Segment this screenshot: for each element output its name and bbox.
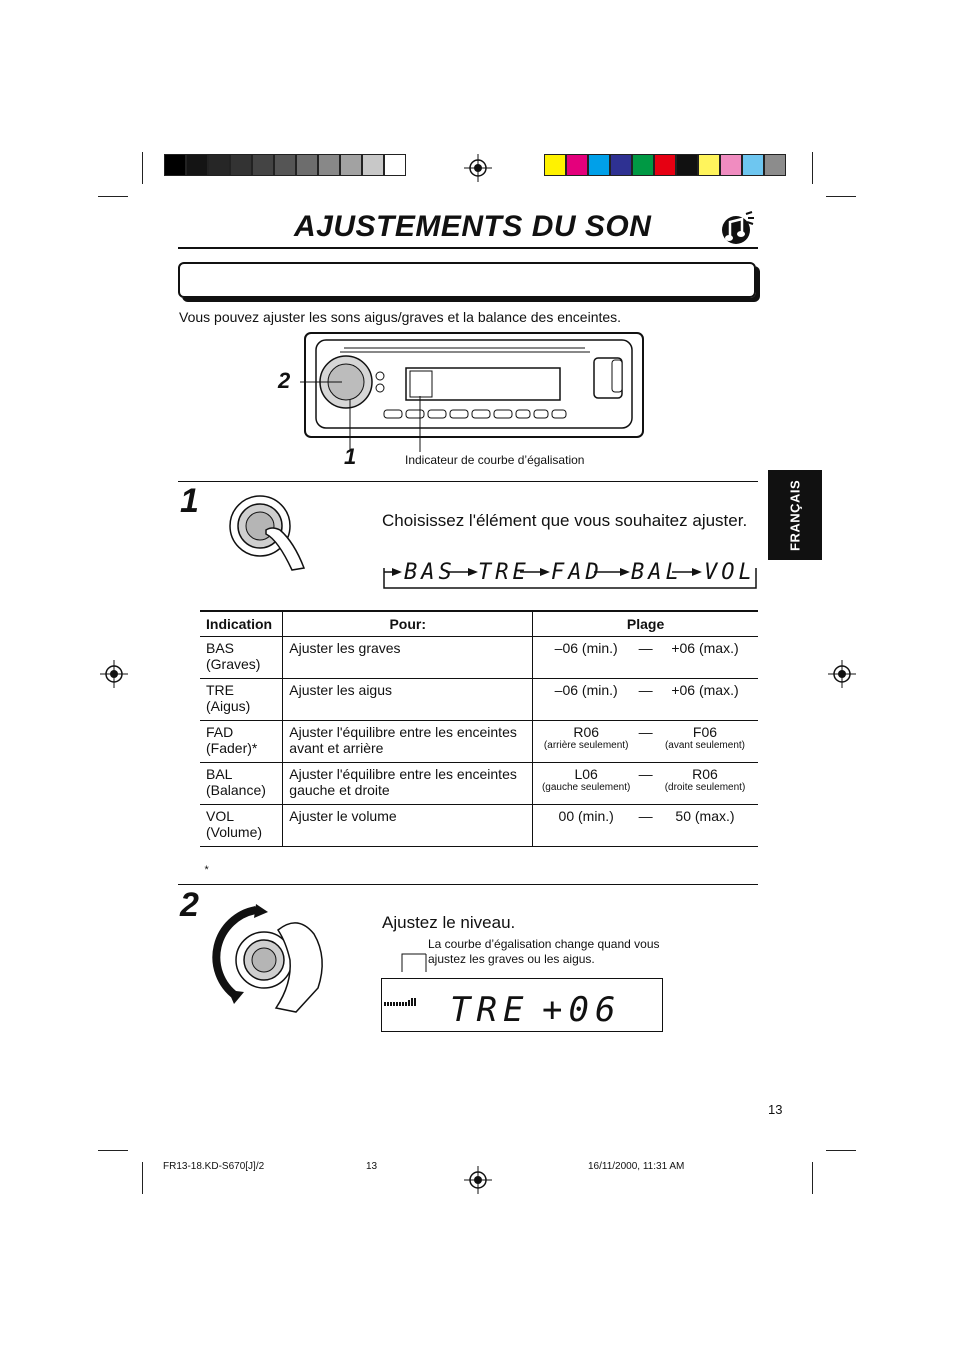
crop-mark xyxy=(98,1150,128,1151)
range-min: –06 (min.) xyxy=(554,682,618,698)
table-row xyxy=(200,679,758,721)
color-swatch xyxy=(566,154,588,176)
cell-pour: Ajuster les aigus xyxy=(283,679,533,721)
indication-code: BAL xyxy=(206,766,233,782)
range-max: R06 (droite seulement) xyxy=(664,766,746,793)
step2-rule xyxy=(178,884,758,885)
settings-table xyxy=(200,612,758,847)
color-swatch xyxy=(318,154,340,176)
cell-pour: Ajuster les graves xyxy=(283,637,533,679)
footer-file: FR13-18.KD-S670[J]/2 xyxy=(163,1161,265,1172)
cell-pour: Ajuster le volume xyxy=(283,805,533,847)
color-swatch xyxy=(742,154,764,176)
registration-mark-bottom xyxy=(464,1166,492,1194)
seq-bas: BAS xyxy=(404,560,456,585)
range-min: L06 (gauche seulement) xyxy=(541,766,631,793)
color-swatch xyxy=(720,154,742,176)
header-plage: Plage xyxy=(533,612,758,637)
header-indication: Indication xyxy=(200,612,283,637)
seq-tre: TRE xyxy=(478,560,530,585)
indication-code: BAS xyxy=(206,640,235,656)
color-swatch xyxy=(230,154,252,176)
lcd-value: +06 xyxy=(542,990,622,1030)
color-swatch xyxy=(208,154,230,176)
registration-mark-left xyxy=(100,660,128,688)
title-rule xyxy=(178,247,758,249)
section-header-box xyxy=(178,262,756,298)
crop-mark xyxy=(826,1150,856,1151)
crop-mark xyxy=(98,196,128,197)
step1-instruction: Choisissez l'élément que vous souhaitez ajuster. xyxy=(382,511,748,530)
indication-code: VOL xyxy=(206,808,235,824)
crop-mark xyxy=(142,152,143,184)
step2-note: La courbe d’égalisation change quand vous ajustez les graves ou les aigus. xyxy=(428,937,660,966)
range-min: R06 (arrière seulement) xyxy=(543,724,629,751)
range-max: 50 (max.) xyxy=(675,808,735,824)
cell-indication xyxy=(200,763,283,805)
header-pour: Pour: xyxy=(283,612,533,637)
range-dash: — xyxy=(638,724,653,740)
music-note-icon xyxy=(718,210,756,246)
cell-plage xyxy=(533,805,758,847)
cell-indication xyxy=(200,721,283,763)
color-swatch xyxy=(632,154,654,176)
footnote-marker: * xyxy=(204,864,209,876)
table-row xyxy=(200,805,758,847)
seq-fad: FAD xyxy=(551,560,603,585)
color-strip-left xyxy=(164,154,406,176)
cell-plage xyxy=(533,763,758,805)
cell-plage xyxy=(533,637,758,679)
cell-plage xyxy=(533,721,758,763)
cell-pour: Ajuster l'équilibre entre les enceintes gauche et droite xyxy=(283,763,533,805)
range-min: 00 (min.) xyxy=(558,808,614,824)
step1-rule xyxy=(178,481,758,482)
cell-indication xyxy=(200,637,283,679)
color-swatch xyxy=(274,154,296,176)
color-swatch xyxy=(698,154,720,176)
crop-mark xyxy=(142,1162,143,1194)
color-swatch xyxy=(544,154,566,176)
knob-press-illustration xyxy=(226,494,310,578)
indication-sub: (Graves) xyxy=(206,656,261,672)
color-swatch xyxy=(296,154,318,176)
color-swatch xyxy=(164,154,186,176)
registration-mark-top xyxy=(464,154,492,182)
cell-indication xyxy=(200,805,283,847)
color-swatch xyxy=(654,154,676,176)
knob-turn-illustration xyxy=(206,904,356,1016)
crop-mark xyxy=(812,1162,813,1194)
color-swatch xyxy=(676,154,698,176)
color-swatch xyxy=(764,154,786,176)
indication-code: TRE xyxy=(206,682,234,698)
indication-sub: (Fader)* xyxy=(206,740,258,756)
color-swatch xyxy=(186,154,208,176)
indication-sub: (Volume) xyxy=(206,824,263,840)
range-dash: — xyxy=(638,682,653,698)
callout-1: 1 xyxy=(344,444,357,469)
crop-mark xyxy=(812,152,813,184)
table-row xyxy=(200,721,758,763)
color-swatch xyxy=(588,154,610,176)
indication-code: FAD xyxy=(206,724,234,740)
cell-plage xyxy=(533,679,758,721)
eq-curve-icon xyxy=(384,998,420,1008)
note-bracket xyxy=(398,950,428,974)
seq-vol: VOL xyxy=(704,560,756,585)
indicator-label: Indicateur de courbe d’égalisation xyxy=(405,453,585,467)
range-dash: — xyxy=(638,808,653,824)
registration-mark-right xyxy=(828,660,856,688)
color-swatch xyxy=(610,154,632,176)
intro-text: Vous pouvez ajuster les sons aigus/graves et la balance des enceintes. xyxy=(179,309,622,325)
step1-number: 1 xyxy=(180,482,199,520)
seq-bal: BAL xyxy=(631,560,683,585)
page-title: AJUSTEMENTS DU SON xyxy=(294,210,652,243)
range-min: –06 (min.) xyxy=(554,640,618,656)
range-dash: — xyxy=(638,640,653,656)
language-tab: FRANÇAIS xyxy=(768,470,822,560)
step2-instruction: Ajustez le niveau. xyxy=(382,913,516,932)
lcd-label: TRE xyxy=(450,990,530,1030)
footer-page: 13 xyxy=(366,1161,378,1172)
table-row xyxy=(200,637,758,679)
cell-indication xyxy=(200,679,283,721)
color-strip-right xyxy=(544,154,786,176)
callout-2: 2 xyxy=(278,368,291,393)
step2-number: 2 xyxy=(180,886,199,924)
callout-lines xyxy=(290,370,430,460)
color-swatch xyxy=(252,154,274,176)
range-dash: — xyxy=(638,766,653,782)
footer-date: 16/11/2000, 11:31 AM xyxy=(588,1161,685,1172)
color-swatch xyxy=(384,154,406,176)
color-swatch xyxy=(362,154,384,176)
range-max: +06 (max.) xyxy=(671,640,739,656)
indication-sub: (Aigus) xyxy=(206,698,251,714)
page-number: 13 xyxy=(768,1102,783,1117)
color-swatch xyxy=(340,154,362,176)
cell-pour: Ajuster l'équilibre entre les enceintes avant et arrière xyxy=(283,721,533,763)
range-max: F06 (avant seulement) xyxy=(664,724,745,751)
range-max: +06 (max.) xyxy=(671,682,739,698)
crop-mark xyxy=(826,196,856,197)
table-row xyxy=(200,763,758,805)
indication-sub: (Balance) xyxy=(206,782,266,798)
